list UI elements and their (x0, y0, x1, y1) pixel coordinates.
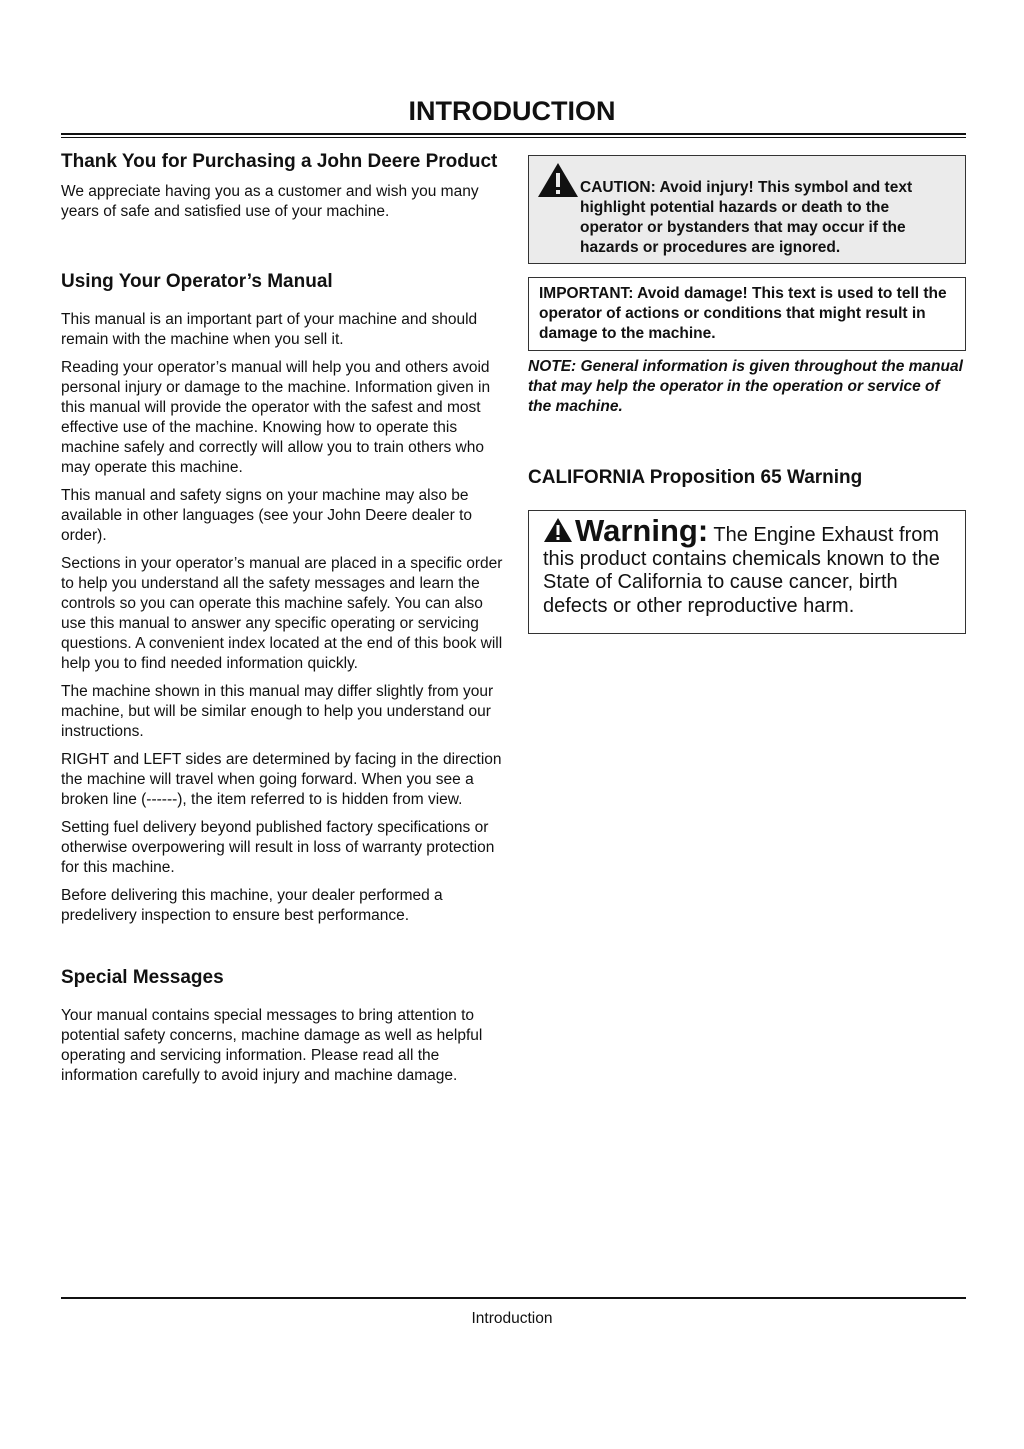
manual-paragraph: The machine shown in this manual may differ slightly from your machine, but will be similar enough to help you understand our instructions. (61, 683, 494, 740)
thank-you-heading: Thank You for Purchasing a John Deere Product (61, 151, 498, 172)
caution-box (528, 155, 966, 264)
manual-paragraph: This manual is an important part of your machine and should remain with the machine when you sell it. (61, 311, 478, 348)
title-rule-thick (61, 133, 966, 135)
manual-paragraph: This manual and safety signs on your machine may also be available in other languages (see your John Deere dealer to order). (61, 487, 473, 544)
thank-you-section (61, 150, 503, 222)
warning-text: The Engine Exhaust from this product contains chemicals known to the State of California to cause cancer, birth defects or other reproductive harm. (543, 524, 940, 617)
footer-rule (61, 1297, 966, 1299)
manual-paragraph: Sections in your operator’s manual are placed in a specific order to help you understand all the safety messages and learn the controls so you can operate this machine safely. You can also use this manual to answer any specific operating or servicing questions. A convenient index located at the end of this book will help you to find needed information quickly. (61, 555, 503, 672)
manual-heading: Using Your Operator’s Manual (61, 271, 333, 292)
caution-text: CAUTION: Avoid injury! This symbol and text highlight potential hazards or death to the operator or bystanders that may occur if the hazards or procedures are ignored. (580, 179, 913, 256)
warning-triangle-icon (537, 162, 579, 198)
special-messages-section (61, 966, 503, 1086)
manual-paragraph: Setting fuel delivery beyond published factory specifications or otherwise overpowering will result in loss of warranty protection for this machine. (61, 819, 495, 876)
manual-paragraph: RIGHT and LEFT sides are determined by facing in the direction the machine will travel when going forward. When you see a broken line (------), the item referred to is hidden from view. (61, 751, 502, 808)
manual-paragraph: Before delivering this machine, your dealer performed a predelivery inspection to ensure best performance. (61, 887, 443, 924)
manual-paragraph: Reading your operator’s manual will help you and others avoid personal injury or damage to the machine. Information given in this manual will provide the operator with the safest and most effective use of the machine. Knowing how to operate this machine safely and correctly will allow you to train others who may operate this machine. (61, 359, 491, 476)
right-column (528, 155, 966, 634)
warning-word: Warning: (575, 513, 709, 548)
footer-label: Introduction (471, 1310, 553, 1327)
special-messages-body: Your manual contains special messages to bring attention to potential safety concerns, machine damage as well as helpful operating and servicing information. Please read all the information carefully to avoid injury and machine damage. (61, 1007, 483, 1084)
prop65-heading: CALIFORNIA Proposition 65 Warning (528, 467, 863, 488)
prop65-warning-box (528, 510, 966, 634)
page-title: INTRODUCTION (408, 96, 616, 126)
note-text: NOTE: General information is given throughout the manual that may help the operator in the operation or service of the machine. (528, 358, 963, 415)
thank-you-body: We appreciate having you as a customer and wish you many years of safe and satisfied use of your machine. (61, 183, 479, 220)
manual-section (61, 270, 503, 926)
important-box: IMPORTANT: Avoid damage! This text is used to tell the operator of actions or conditions that might result in damage to the machine. (528, 277, 966, 351)
title-rule-thin (61, 137, 966, 138)
warning-triangle-icon (543, 517, 573, 543)
left-column (61, 150, 503, 1086)
special-messages-heading: Special Messages (61, 967, 224, 988)
